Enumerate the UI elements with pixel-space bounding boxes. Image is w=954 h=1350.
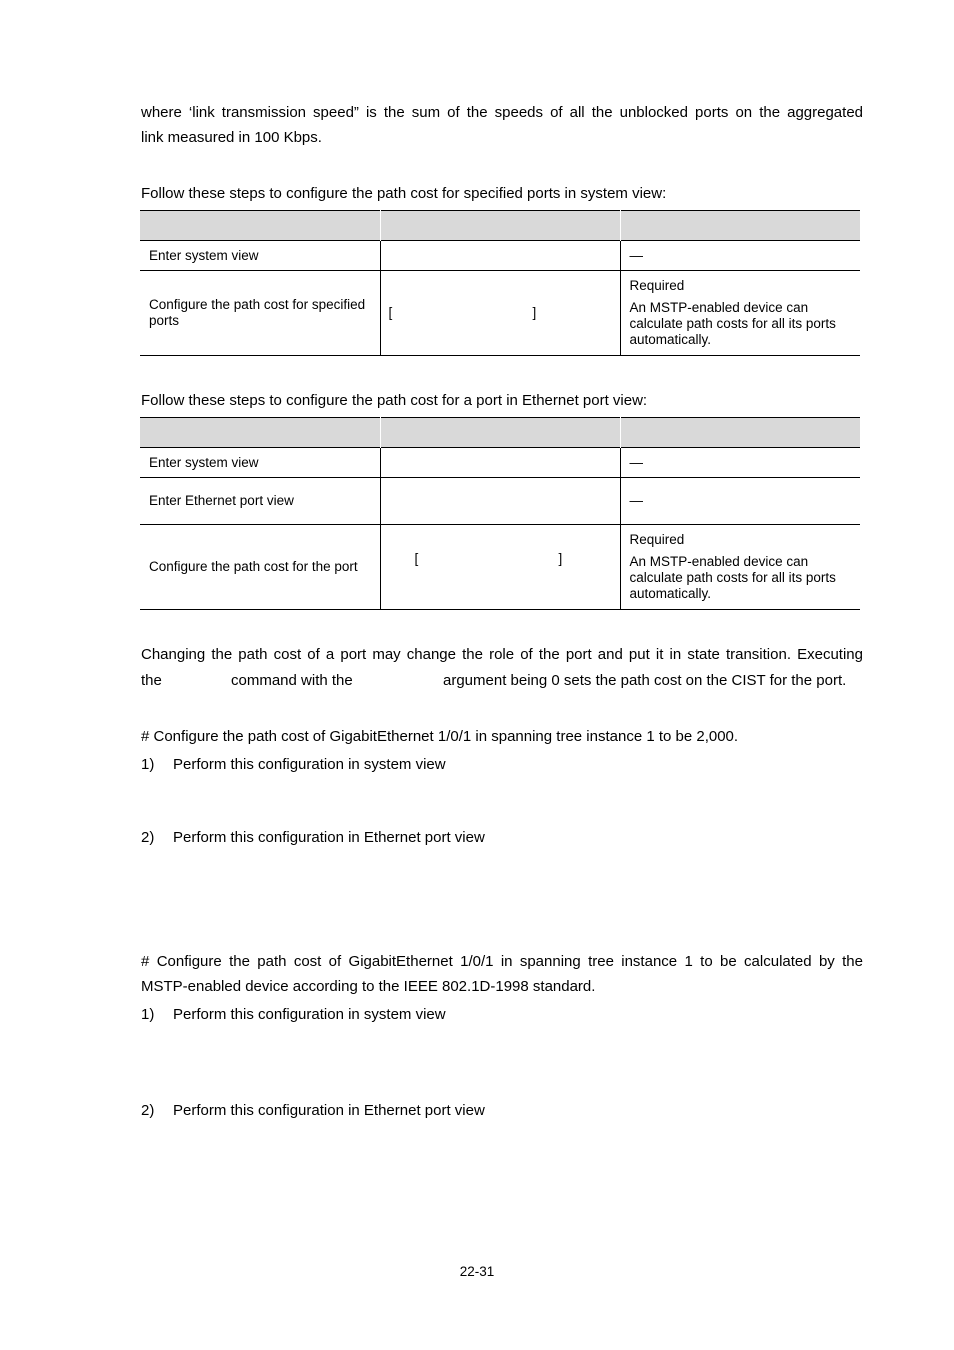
- table-row: [140, 448, 860, 478]
- table-row: [140, 525, 860, 610]
- remarks-note: An MSTP-enabled device can calculate path costs for all its ports automatically.: [629, 554, 836, 601]
- caution-line-1: Changing the path cost of a port may change the role of the port and put it in state transition. Executing: [141, 646, 863, 663]
- example2-step-1: [141, 1005, 446, 1025]
- table2-ethernet-port-view: [140, 417, 860, 610]
- remarks-note: An MSTP-enabled device can calculate path costs for all its ports automatically.: [629, 300, 836, 347]
- bracket-close: ]: [532, 305, 537, 320]
- example2-heading-line-1: # Configure the path cost of GigabitEthernet 1/0/1 in spanning tree instance 1 to be calculated by the: [141, 953, 863, 970]
- remarks-required: Required: [629, 532, 685, 547]
- intro-line-2: link measured in 100 Kbps.: [141, 129, 322, 146]
- operation-cell: Enter system view: [140, 241, 380, 271]
- table2-header-row: [140, 418, 860, 448]
- step-text: Perform this configuration in system view: [173, 756, 446, 773]
- command-cell: [380, 241, 620, 271]
- page-number: 22-31: [459, 1264, 495, 1279]
- bracket-open: [: [414, 550, 419, 566]
- command-cell: [380, 525, 620, 610]
- step-text: Perform this configuration in Ethernet port view: [173, 829, 485, 846]
- table-row: [140, 271, 860, 356]
- example1-heading: # Configure the path cost of GigabitEthernet 1/0/1 in spanning tree instance 1 to be 2,000.: [141, 728, 739, 745]
- table1-header-operation: [140, 211, 380, 241]
- caution-line-2c: argument being 0 sets the path cost on the CIST for the port.: [443, 672, 847, 689]
- remarks-cell: —: [620, 448, 860, 478]
- operation-cell: Enter system view: [140, 448, 380, 478]
- remarks-cell: —: [620, 478, 860, 525]
- example1-step-2: [141, 828, 485, 848]
- caution-line-2a: the: [141, 672, 162, 689]
- example2-step-2: [141, 1101, 485, 1121]
- table1-header-remarks: [620, 211, 860, 241]
- table2-caption: Follow these steps to configure the path cost for a port in Ethernet port view:: [141, 392, 648, 409]
- step-number: 1): [141, 756, 155, 773]
- command-cell: [380, 448, 620, 478]
- step-number: 1): [141, 1006, 155, 1023]
- remarks-cell: [620, 271, 860, 356]
- intro-line-1: where ‘link transmission speed” is the sum of the speeds of all the unblocked ports on the aggregated: [141, 104, 863, 121]
- table-row: [140, 478, 860, 525]
- operation-cell: Enter Ethernet port view: [140, 478, 380, 525]
- table1-caption: Follow these steps to configure the path cost for specified ports in system view:: [141, 185, 667, 202]
- table1-header-command: [380, 211, 620, 241]
- remarks-cell: —: [620, 241, 860, 271]
- step-number: 2): [141, 829, 155, 846]
- bracket-close: ]: [558, 550, 563, 566]
- table1-system-view: [140, 210, 860, 356]
- table1-header-row: [140, 211, 860, 241]
- example1-step-1: [141, 755, 446, 775]
- table2-header-command: [380, 418, 620, 448]
- step-text: Perform this configuration in system view: [173, 1006, 446, 1023]
- operation-cell: Configure the path cost for the port: [140, 525, 380, 610]
- step-number: 2): [141, 1102, 155, 1119]
- step-text: Perform this configuration in Ethernet port view: [173, 1102, 485, 1119]
- bracket-open: [: [388, 305, 393, 320]
- operation-cell: Configure the path cost for specified ports: [140, 271, 380, 356]
- caution-line-2b: command with the: [231, 672, 353, 689]
- table-row: [140, 241, 860, 271]
- table2-header-remarks: [620, 418, 860, 448]
- command-cell: [380, 271, 620, 356]
- example2-heading-line-2: MSTP-enabled device according to the IEEE 802.1D-1998 standard.: [141, 978, 596, 995]
- remarks-cell: [620, 525, 860, 610]
- table2-header-operation: [140, 418, 380, 448]
- remarks-required: Required: [629, 278, 685, 293]
- command-cell: [380, 478, 620, 525]
